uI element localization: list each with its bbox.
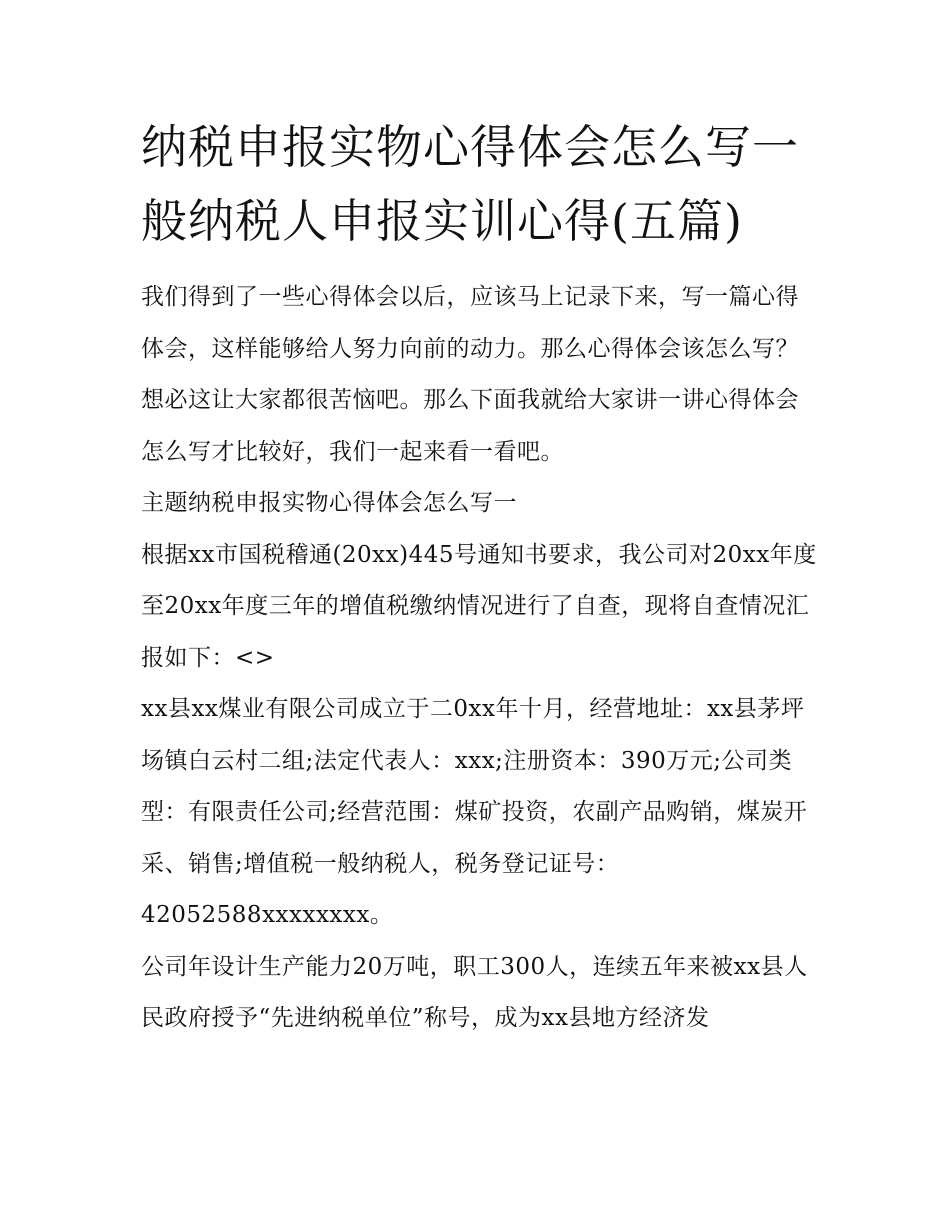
body-paragraph: 公司年设计生产能力20万吨，职工300人，连续五年来被xx县人民政府授予“先进纳税单位”称号，成为xx县地方经济发 <box>141 953 808 1031</box>
body-paragraph: xx县xx煤业有限公司成立于二0xx年十月，经营地址：xx县茅坪场镇白云村二组;法定代表人：xxx;注册资本：390万元;公司类型：有限责任公司;经营范围：煤矿投资，农副产品购销，煤炭开采、销售;增值税一般纳税人，税务登记证号：42052588xxxxxxxx。 <box>141 696 808 928</box>
document-page <box>141 110 821 1045</box>
document-title: 纳税申报实物心得体会怎么写一般纳税人申报实训心得(五篇) <box>141 120 799 248</box>
intro-paragraph: 我们得到了一些心得体会以后，应该马上记录下来，写一篇心得体会，这样能够给人努力向前的动力。那么心得体会该怎么写？想必这让大家都很苦恼吧。那么下面我就给大家讲一讲心得体会怎么写才比较好，我们一起来看一看吧。 <box>141 284 799 465</box>
section-heading: 主题纳税申报实物心得体会怎么写一 <box>141 490 517 516</box>
body-paragraph: 根据xx市国税稽通(20xx)445号通知书要求，我公司对20xx年度至20xx年度三年的增值税缴纳情况进行了自查，现将自查情况汇报如下：<> <box>141 541 817 671</box>
